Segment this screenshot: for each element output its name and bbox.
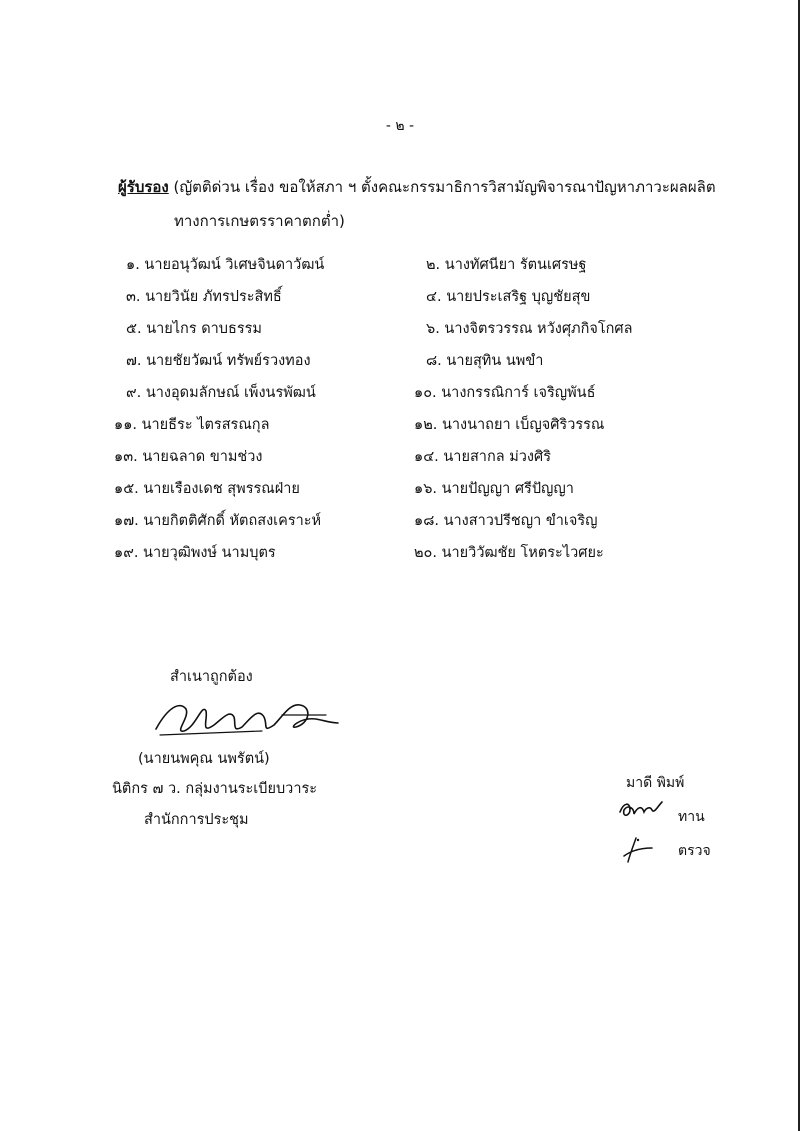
signer-name: (นายนพคุณ นพรัตน์) (138, 751, 270, 767)
proofread-signature (616, 798, 664, 822)
supporter-name: ๑๙. นายวุฒิพงษ์ นามบุตร (114, 545, 276, 561)
supporter-name: ๔. นายประเสริฐ บุญชัยสุข (426, 289, 591, 305)
supporter-name: ๑๖. นายปัญญา ศรีปัญญา (414, 481, 574, 497)
typing-proof-notes (612, 772, 732, 872)
supporter-name: ๑๓. นายฉลาด ขามช่วง (114, 449, 263, 465)
supporter-name: ๑. นายอนุวัฒน์ วิเศษจินดาวัฒน์ (126, 257, 325, 273)
supporter-name: ๙. นางอุดมลักษณ์ เพ็งนรพัฒน์ (126, 385, 316, 401)
supporter-name: ๑๑. นายธีระ ไตรสรณกุล (114, 417, 270, 433)
supporter-name: ๖. นางจิตรวรรณ หวังศุภกิจโกศล (426, 321, 633, 337)
supporters-label: ผู้รับรอง (118, 178, 169, 196)
supporter-name: ๑๘. นางสาวปรีชญา ขำเจริญ (414, 513, 598, 529)
signer-position: นิติกร ๗ ว. กลุ่มงานระเบียบวาระ (112, 781, 318, 797)
supporter-name: ๓. นายวินัย ภัทรประสิทธิ์ (126, 289, 282, 305)
supporters-description-line1: (ญัตติด่วน เรื่อง ขอให้สภา ฯ ตั้งคณะกรรมาธิการวิสามัญพิจารณาปัญหาภาวะผลผลิต (173, 178, 716, 196)
supporter-name: ๘. นายสุทิน นพขำ (426, 353, 544, 369)
signer-office: สำนักการประชุม (144, 812, 249, 828)
check-label: ตรวจ (678, 843, 711, 859)
supporter-name: ๑๗. นายกิตติศักดิ์ หัตถสงเคราะห์ (114, 513, 322, 529)
supporter-names-list (0, 245, 800, 565)
check-signature (620, 834, 654, 864)
typist-note: มาดี พิมพ์ (626, 775, 685, 791)
supporter-name: ๒. นางทัศนียา รัตนเศรษฐ (426, 257, 587, 273)
proofread-label: ทาน (678, 809, 705, 825)
supporters-description-line2: ทางการเกษตรราคาตกต่ำ) (174, 212, 345, 230)
page-number: - ๒ - (385, 118, 415, 134)
supporter-name: ๑๐. นางกรรณิการ์ เจริญพันธ์ (414, 385, 596, 401)
supporter-name: ๑๕. นายเรืองเดช สุพรรณฝ่าย (114, 481, 300, 497)
signature-image (150, 689, 340, 745)
supporters-heading (118, 170, 718, 238)
certified-copy-label: สำเนาถูกต้อง (170, 669, 253, 685)
supporter-name: ๑๒. นางนาถยา เบ็ญจศิริวรรณ (414, 417, 605, 433)
supporter-name: ๕. นายไกร ดาบธรรม (126, 321, 262, 337)
supporter-name: ๗. นายชัยวัฒน์ ทรัพย์รวงทอง (126, 353, 311, 369)
supporter-name: ๑๔. นายสากล ม่วงศิริ (414, 449, 551, 465)
supporter-name: ๒๐. นายวิวัฒชัย โหตระไวศยะ (414, 545, 604, 561)
